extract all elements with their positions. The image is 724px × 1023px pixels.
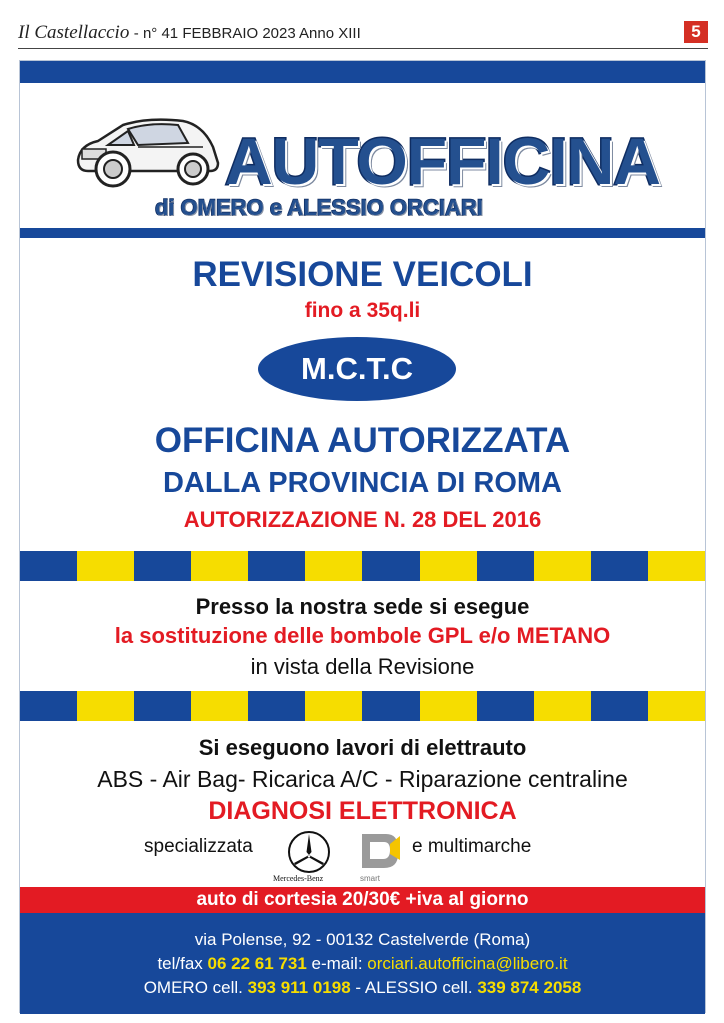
gpl-line2: la sostituzione delle bombole GPL e/o METANO — [114, 623, 611, 648]
mercedes-benz-logo-icon — [286, 829, 332, 875]
gpl-line3: in vista della Revisione — [250, 654, 475, 679]
specialized-label: specializzata — [144, 836, 253, 857]
email-address[interactable]: orciari.autofficina@libero.it — [367, 954, 568, 973]
issue-info: - n° 41 FEBBRAIO 2023 Anno XIII — [133, 25, 361, 42]
checker-band-bottom — [20, 691, 705, 721]
gpl-line1: Presso la nostra sede si esegue — [195, 594, 530, 619]
smart-logo-icon — [356, 830, 402, 872]
logo-area — [20, 83, 705, 228]
checker-band-top — [20, 551, 705, 581]
address: via Polense, 92 - 00132 Castelverde (Roma) — [194, 930, 531, 949]
contact-footer — [20, 913, 705, 1014]
authorization-line2: DALLA PROVINCIA DI ROMA — [162, 467, 562, 499]
diagnosi-title: DIAGNOSI ELETTRONICA — [208, 797, 517, 825]
page-number: 5 — [684, 21, 708, 43]
page-header — [18, 22, 708, 49]
omero-phone: 393 911 0198 — [247, 978, 351, 997]
smart-label: smart — [360, 874, 380, 883]
mercedes-benz-label: Mercedes-Benz — [273, 874, 324, 883]
authorization-line3: AUTORIZZAZIONE N. 28 DEL 2016 — [183, 507, 542, 532]
omero-label: OMERO cell. — [143, 978, 243, 997]
revisione-title: REVISIONE VEICOLI — [192, 255, 533, 294]
multibrand-label: e multimarche — [412, 836, 532, 857]
revisione-limit: fino a 35q.li — [304, 299, 421, 322]
brand-row — [20, 829, 705, 885]
logo-title: AUTOFFICINA — [225, 124, 661, 198]
authorization-line1: OFFICINA AUTORIZZATA — [154, 421, 571, 460]
elettrauto-line1: Si eseguono lavori di elettrauto — [198, 735, 527, 760]
phone-line — [20, 978, 705, 998]
telfax-label: tel/fax — [157, 954, 203, 973]
logo-bottom-bar — [20, 228, 705, 238]
magazine-title: Il Castellaccio — [18, 22, 130, 43]
telfax-number: 06 22 61 731 — [207, 954, 307, 973]
email-label: e-mail: — [311, 954, 363, 973]
elettrauto-services: ABS - Air Bag- Ricarica A/C - Riparazione centraline — [97, 766, 628, 792]
advertisement — [19, 60, 706, 1013]
alessio-label: - ALESSIO cell. — [355, 978, 473, 997]
car-illustration-icon — [68, 105, 228, 195]
telfax-email-line — [20, 954, 705, 974]
courtesy-car-band: auto di cortesia 20/30€ +iva al giorno — [20, 887, 705, 913]
mctc-badge: M.C.T.C — [258, 337, 456, 401]
alessio-phone: 339 874 2058 — [477, 978, 582, 997]
top-blue-bar — [20, 61, 705, 83]
logo-subtitle: di OMERO e ALESSIO ORCIARI — [155, 195, 483, 220]
